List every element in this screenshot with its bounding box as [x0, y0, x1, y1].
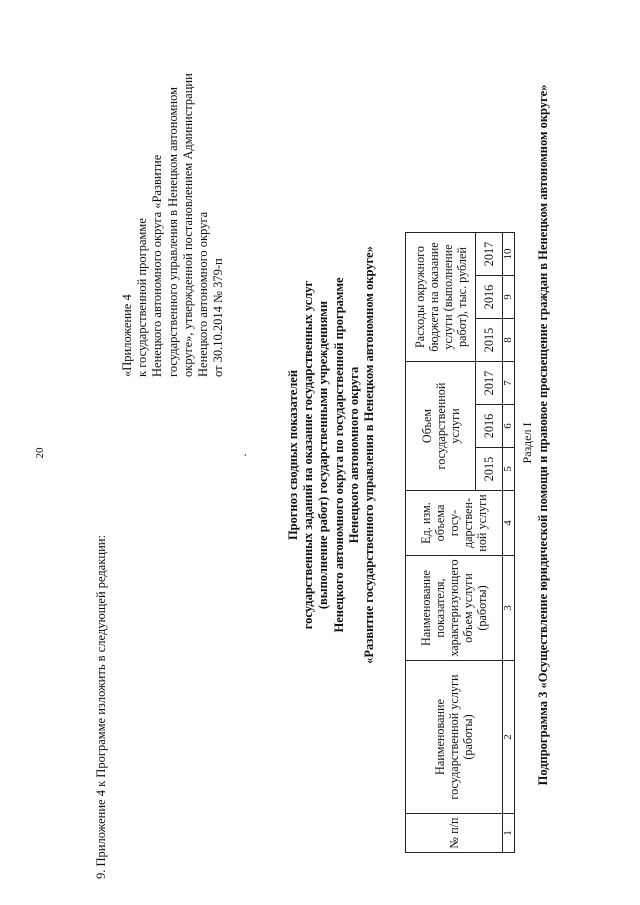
section-title: Раздел I [520, 422, 534, 464]
year-cell: 2017 [476, 362, 503, 405]
appendix-line: к государственной программе [135, 218, 150, 377]
header-num: № п/п [406, 814, 503, 853]
forecast-table [405, 232, 515, 853]
year-cell: 2016 [476, 405, 503, 448]
header-unit: Ед. изм. объема госу-дарствен-ной услуги [406, 491, 503, 556]
column-number: 2 [503, 661, 515, 814]
year-cell: 2016 [476, 276, 503, 319]
heading-line: «Развитие государственного управления в Ненецком автономном округе» [362, 246, 377, 664]
column-number: 1 [503, 814, 515, 853]
column-number: 10 [503, 233, 515, 276]
column-number: 7 [503, 362, 515, 405]
appendix-line: «Приложение 4 [120, 294, 134, 377]
appendix-line: округе», утвержденной постановлением Администрации [180, 73, 195, 377]
column-number: 4 [503, 491, 515, 556]
heading-line: (выполнение работ) государственными учреждениями [316, 300, 331, 610]
heading-line: Ненецкого автономного округа [346, 366, 361, 544]
year-cell: 2015 [476, 319, 503, 362]
appendix-line: государственного управления в Ненецком автономном [165, 86, 180, 377]
appendix-reference [120, 17, 226, 377]
column-number: 5 [503, 448, 515, 491]
year-cell: 2017 [476, 233, 503, 276]
subprogram-title: Подпрограмма 3 «Осуществление юридической помощи и правовое просвещение граждан в Ненецком автономном округе» [536, 84, 550, 786]
column-number: 6 [503, 405, 515, 448]
appendix-line: Ненецкого автономного округа «Развитие [150, 154, 165, 377]
document-heading [286, 175, 377, 735]
year-cell: 2015 [476, 448, 503, 491]
heading-line: Прогноз сводных показателей [286, 369, 300, 541]
column-number: 9 [503, 276, 515, 319]
header-volume: Объем государственной услуги [406, 362, 476, 491]
heading-line: Ненецкого автономного округа по государственной программе [331, 277, 346, 633]
header-indicator-name: Наименование показателя, характеризующего объем услуги (работы) [406, 556, 503, 661]
column-number: 8 [503, 319, 515, 362]
page-number: 20 [34, 447, 46, 459]
intro-text: 9. Приложение 4 к Программе изложить в следующей редакции: [94, 535, 108, 879]
header-service-name: Наименование государственной услуги (работы) [406, 661, 503, 814]
stray-mark: · [238, 453, 252, 457]
appendix-line: от 30.10.2014 № 379-п [211, 258, 226, 377]
appendix-line: Ненецкого автономного округа [196, 211, 211, 377]
heading-line: государственных заданий на оказание государственных услуг [301, 280, 316, 630]
header-expenses: Расходы окружного бюджета на оказание услуги (выполнение работ), тыс. рублей [406, 233, 476, 362]
column-number: 3 [503, 556, 515, 661]
